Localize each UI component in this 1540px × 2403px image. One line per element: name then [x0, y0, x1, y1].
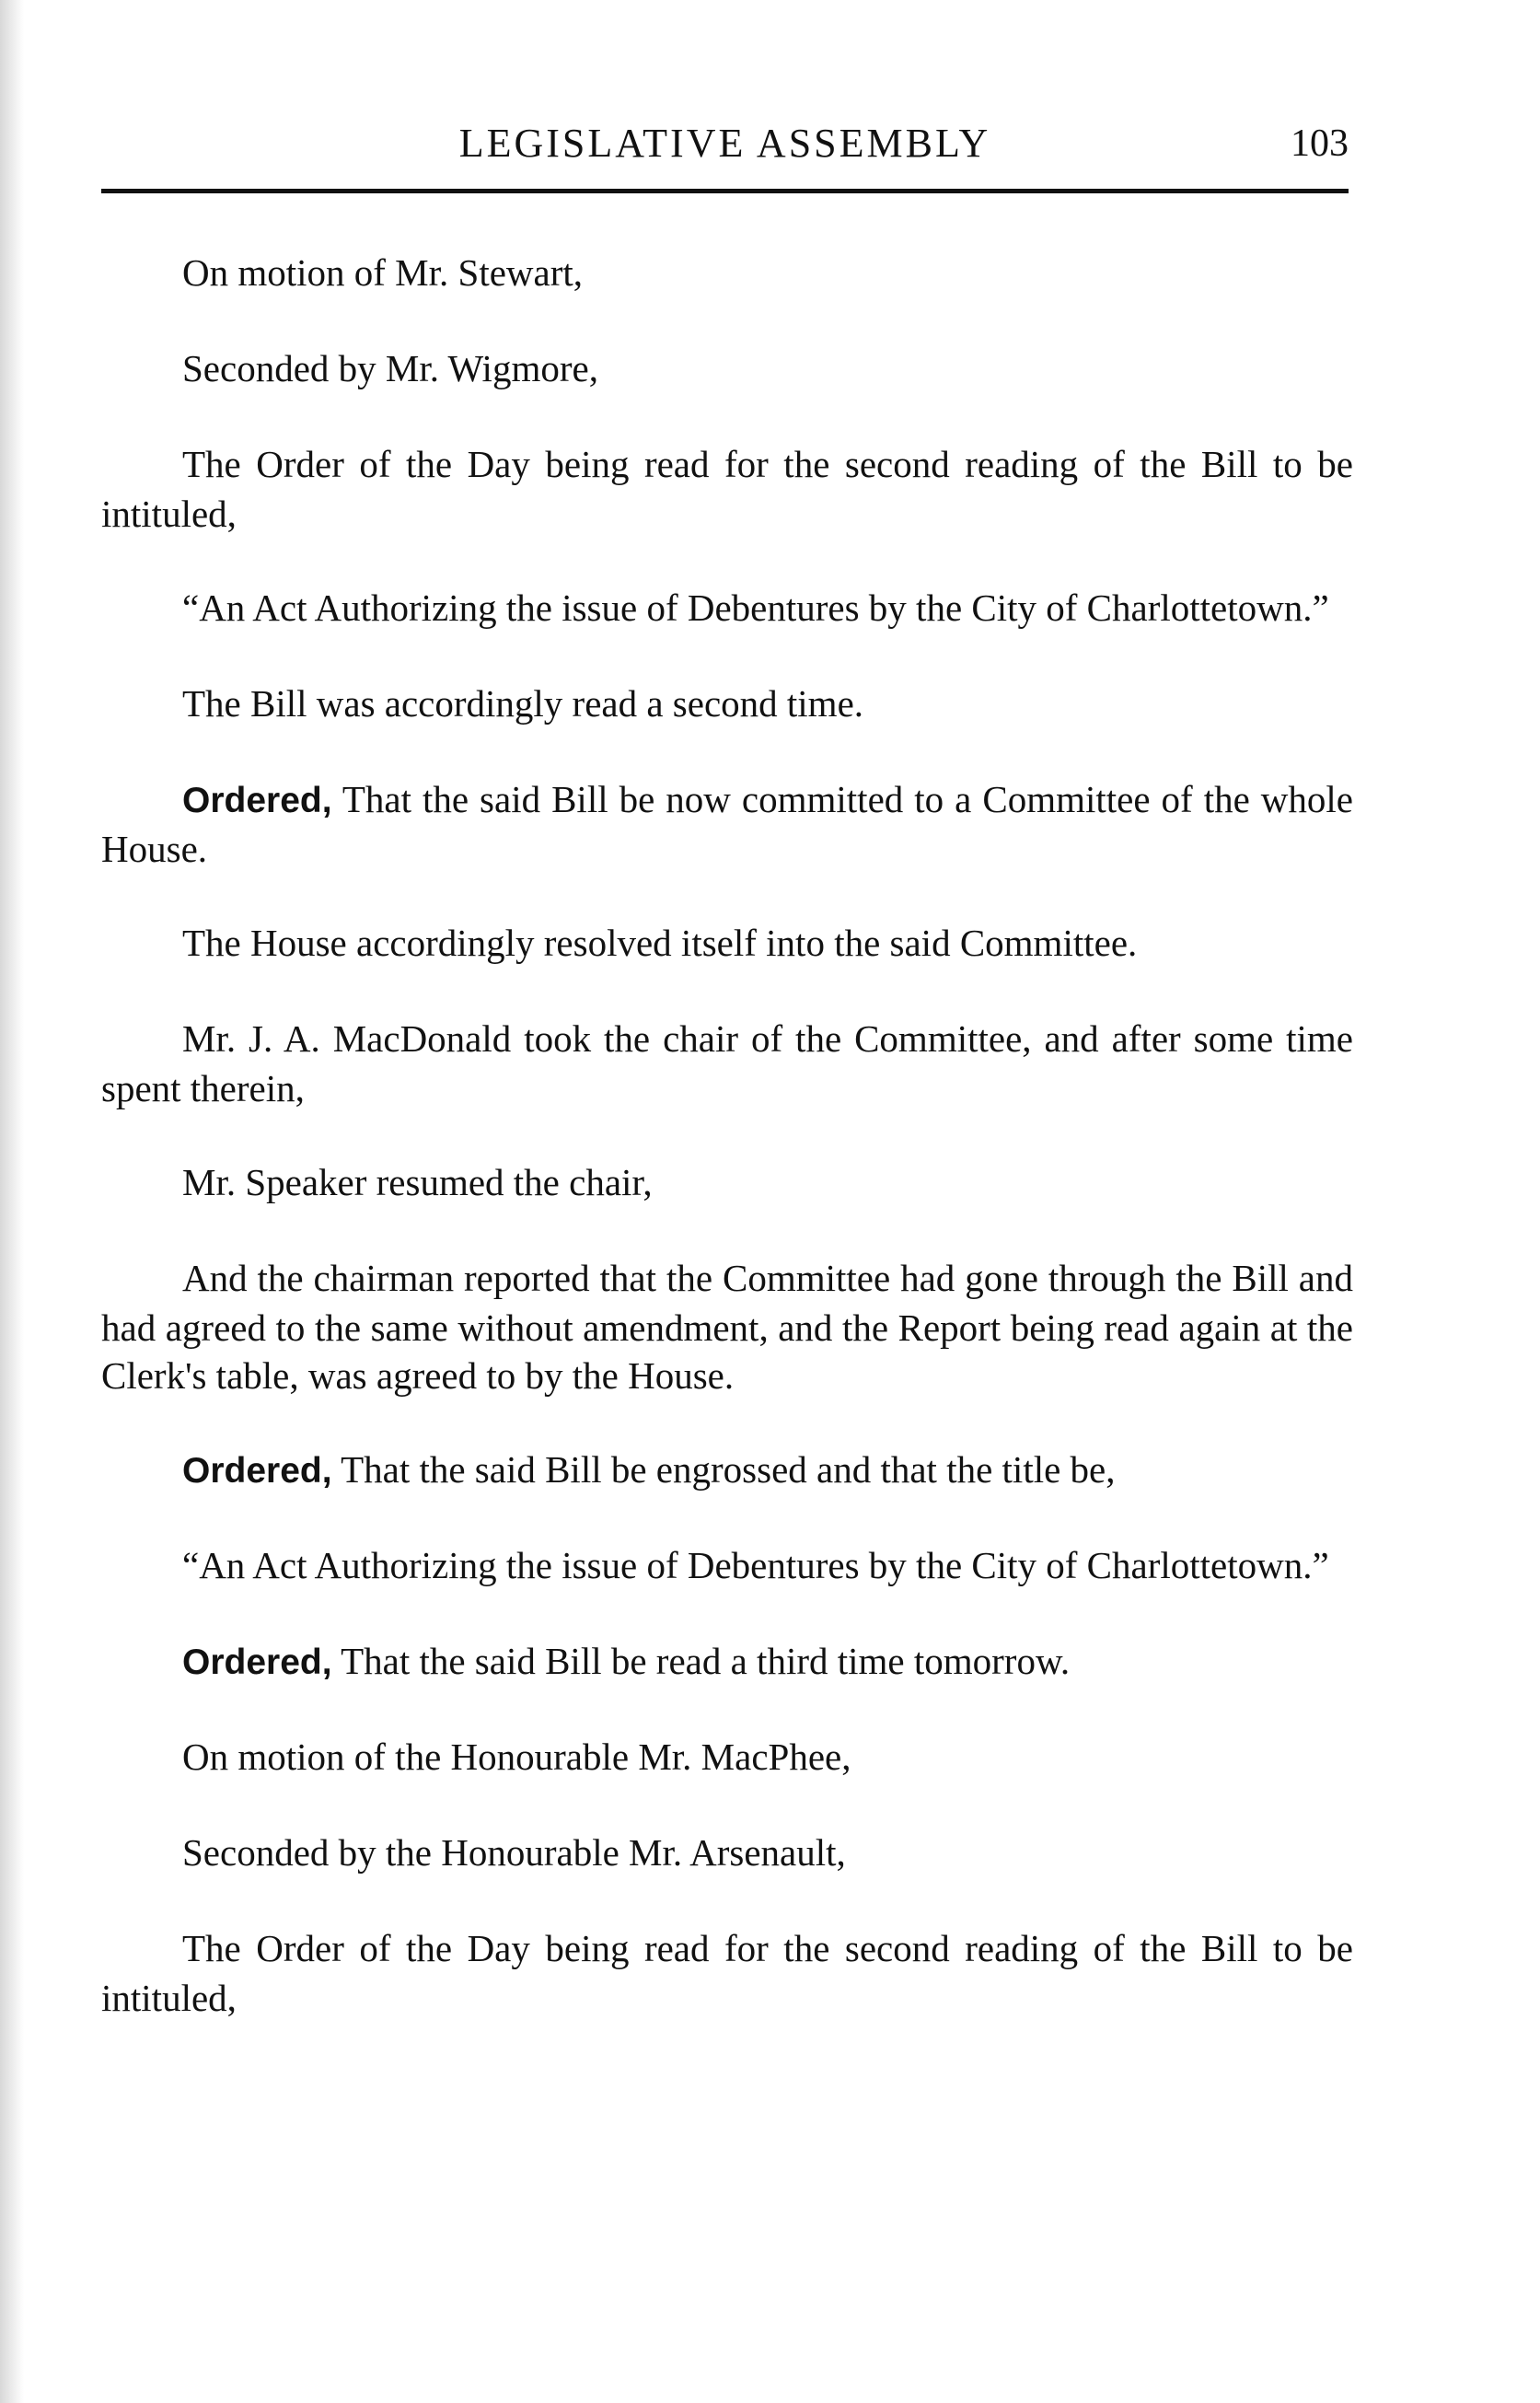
paragraph	[101, 1254, 1353, 1399]
paragraph	[101, 1015, 1353, 1112]
paragraph	[101, 584, 1353, 633]
paragraph	[101, 1828, 1353, 1878]
paragraph	[101, 1445, 1353, 1495]
page-number: 103	[1291, 122, 1349, 165]
running-header	[101, 120, 1349, 175]
paragraph	[101, 1637, 1353, 1687]
paragraph	[101, 344, 1353, 394]
paragraph	[101, 1733, 1353, 1782]
paragraph-lead: Ordered,	[182, 781, 332, 820]
paragraph-text: “An Act Authorizing the issue of Debentures by the City of Charlottetown.”	[182, 1544, 1329, 1586]
header-title: LEGISLATIVE ASSEMBLY	[458, 121, 991, 166]
header-rule	[101, 189, 1349, 193]
paragraph-text: That the said Bill be engrossed and that the title be,	[331, 1448, 1116, 1491]
paragraph	[101, 775, 1353, 873]
body-text	[101, 249, 1353, 2068]
paragraph-text: On motion of Mr. Stewart,	[182, 251, 584, 294]
paragraph-text: The Bill was accordingly read a second time.	[182, 682, 864, 725]
paragraph-text: Seconded by Mr. Wigmore,	[182, 347, 598, 389]
paragraph-text: That the said Bill be read a third time tomorrow.	[331, 1640, 1071, 1682]
paragraph-text: Mr. J. A. MacDonald took the chair of the Committee, and after some time spent therein,	[101, 1017, 1353, 1109]
paragraph-text: And the chairman reported that the Committee had gone through the Bill and had agreed to the same without amendment, and the Report being read again at the Clerk's table, was agreed to by the House.	[101, 1257, 1353, 1397]
paragraph-text: “An Act Authorizing the issue of Debentures by the City of Charlottetown.”	[182, 586, 1329, 629]
paragraph-text: Mr. Speaker resumed the chair,	[182, 1161, 653, 1203]
paragraph	[101, 1541, 1353, 1591]
paragraph-lead: Ordered,	[182, 1451, 332, 1491]
page-edge-shadow	[0, 0, 24, 2403]
paragraph	[101, 1924, 1353, 2022]
paragraph	[101, 1158, 1353, 1208]
paragraph-text: On motion of the Honourable Mr. MacPhee,	[182, 1736, 851, 1778]
paragraph-text: The House accordingly resolved itself into the said Committee.	[182, 922, 1138, 964]
paragraph-lead: Ordered,	[182, 1643, 332, 1682]
paragraph-text: Seconded by the Honourable Mr. Arsenault,	[182, 1831, 846, 1874]
paragraph-text: That the said Bill be now committed to a Committee of the whole House.	[101, 778, 1353, 870]
paragraph	[101, 679, 1353, 729]
paragraph	[101, 249, 1353, 298]
paragraph	[101, 440, 1353, 538]
paragraph	[101, 919, 1353, 969]
paragraph-text: The Order of the Day being read for the second reading of the Bill to be intituled,	[101, 1927, 1353, 2019]
paragraph-text: The Order of the Day being read for the second reading of the Bill to be intituled,	[101, 443, 1353, 535]
